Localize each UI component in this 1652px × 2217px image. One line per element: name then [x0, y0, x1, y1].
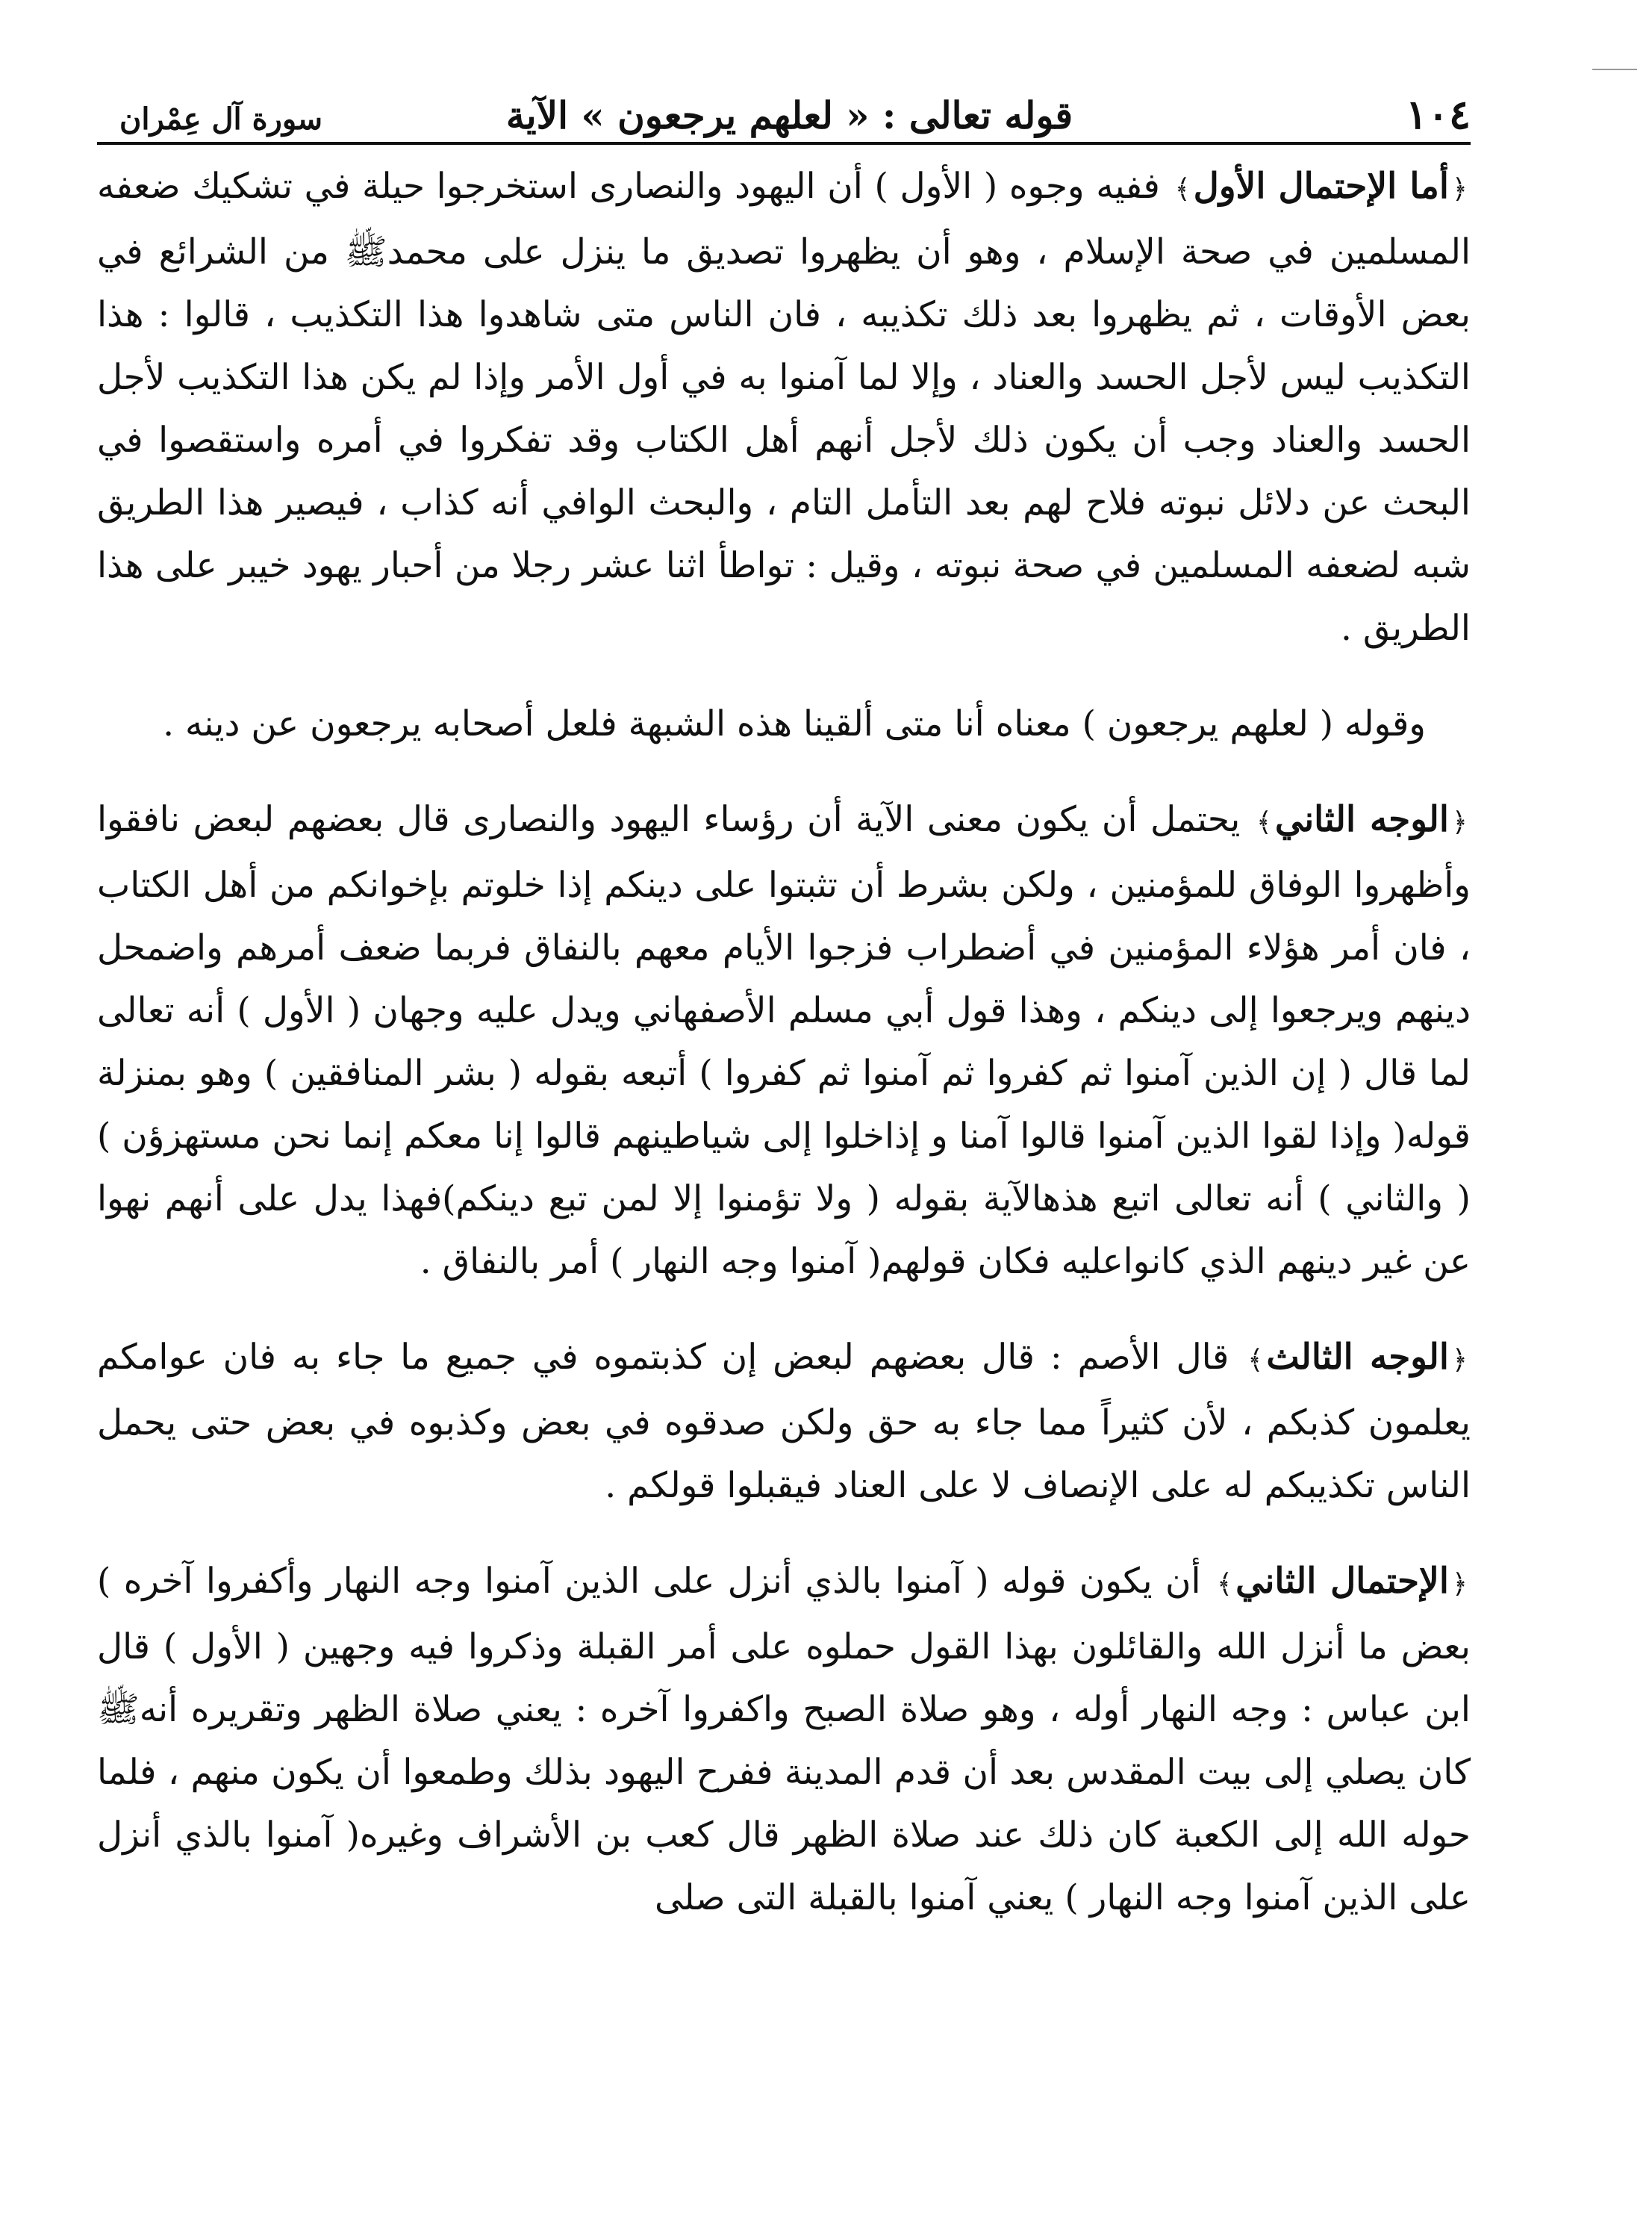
- section-heading: ﴿الوجه الثاني﴾: [1253, 799, 1471, 840]
- page-number: ١٠٤: [1405, 90, 1471, 138]
- paragraph-text: ففيه وجوه ( الأول ) أن اليهود والنصارى استخرجوا حيلة في تشكيك ضعفه المسلمين في صحة الإسلام ، وهو أن يظهروا تصديق ما ينزل على محمدﷺ من الشرائع في بعض الأوقات ، ثم يظهروا بعد ذلك تكذيبه ، فان الناس متى شاهدوا هذا التكذيب ، قالوا : هذا التكذيب ليس لأجل الحسد والعناد ، وإلا لما آمنوا به في أول الأمر وإذا لم يكن هذا التكذيب لأجل الحسد والعناد وجب أن يكون ذلك لأجل أنهم أهل الكتاب وقد تفكروا في أمره واستقصوا في البحث عن دلائل نبوته فلاح لهم بعد التأمل التام ، والبحث الوافي أنه كذاب ، فيصير هذا الطريق شبه لضعفه المسلمين في صحة نبوته ، وقيل : تواطأ اثنا عشر رجلا من أحبار يهود خيبر على هذا الطريق .: [97, 166, 1471, 649]
- paragraph-la-allahum: [97, 693, 1471, 756]
- header-surah-name: سورة آل عِمْران: [119, 102, 323, 137]
- running-header: [97, 75, 1471, 142]
- header-title: قوله تعالى : « لعلهم يرجعون » الآية: [505, 93, 1073, 137]
- section-heading: ﴿أما الإحتمال الأول﴾: [1172, 166, 1471, 207]
- ornament-close-icon: ﴾: [1247, 1345, 1264, 1375]
- paragraph-third-aspect: [97, 1326, 1471, 1517]
- ornament-open-icon: ﴿: [1451, 1345, 1468, 1375]
- paragraph-text: يحتمل أن يكون معنى الآية أن رؤساء اليهود والنصارى قال بعضهم لبعض نافقوا وأظهروا الوفاق للمؤمنين ، ولكن بشرط أن تثبتوا على دينكم إذا خلوتم بإخوانكم من أهل الكتاب ، فان أمر هؤلاء المؤمنين في أضطراب فزجوا الأيام معهم بالنفاق فربما ضعف أمرهم واضمحل دينهم ويرجعوا إلى دينكم ، وهذا قول أبي مسلم الأصفهاني ويدل عليه وجهان ( الأول ) أنه تعالى لما قال ( إن الذين آمنوا ثم كفروا ثم آمنوا ثم كفروا ) أتبعه بقوله ( بشر المنافقين ) وهو بمنزلة قوله( وإذا لقوا الذين آمنوا قالوا آمنا و إذاخلوا إلى شياطينهم قالوا إنا معكم إنما نحن مستهزؤن ) ( والثاني ) أنه تعالى اتبع هذهالآية بقوله ( ولا تؤمنوا إلا لمن تبع دينكم)فهذا يدل على أنهم نهوا عن غير دينهم الذي كانواعليه فكان قولهم( آمنوا وجه النهار ) أمر بالنفاق .: [97, 799, 1471, 1282]
- paragraph-text: أن يكون قوله ( آمنوا بالذي أنزل على الذين آمنوا وجه النهار وأكفروا آخره ) بعض ما أنزل الله والقائلون بهذا القول حملوه على أمر القبلة وذكروا فيه وجهين ( الأول ) قال ابن عباس : وجه النهار أوله ، وهو صلاة الصبح واكفروا آخره : يعني صلاة الظهر وتقريره أنهﷺ كان يصلي إلى بيت المقدس بعد أن قدم المدينة ففرح اليهود بذلك وطمعوا أن يكون منهم ، فلما حوله الله إلى الكعبة كان ذلك عند صلاة الظهر قال كعب بن الأشراف وغيره( آمنوا بالذي أنزل على الذين آمنوا وجه النهار ) يعني آمنوا بالقبلة التى صلى: [97, 1561, 1471, 1918]
- ornament-close-icon: ﴾: [1174, 174, 1191, 205]
- book-page: [97, 75, 1471, 2195]
- paragraph-second-aspect: [97, 789, 1471, 1293]
- paragraph-first-possibility: [97, 155, 1471, 660]
- paragraph-text: قال الأصم : قال بعضهم لبعض إن كذبتموه في جميع ما جاء به فان عوامكم يعلمون كذبكم ، لأن كثيراً مما جاء به حق ولكن صدقوه في بعض وكذبوه في بعض حتى يحمل الناس تكذيبكم له على الإنصاف لا على العناد فيقبلوا قولكم .: [97, 1337, 1471, 1506]
- corner-scan-mark: [1592, 69, 1637, 70]
- header-rule: [97, 142, 1471, 145]
- ornament-open-icon: ﴿: [1451, 1569, 1468, 1599]
- ornament-open-icon: ﴿: [1451, 174, 1468, 205]
- paragraph-text: وقوله ( لعلهم يرجعون ) معناه أنا متى ألقينا هذه الشبهة فلعل أصحابه يرجعون عن دينه .: [163, 703, 1426, 744]
- ornament-open-icon: ﴿: [1451, 807, 1468, 838]
- paragraph-second-possibility: [97, 1550, 1471, 1930]
- section-heading: ﴿الإحتمال الثاني﴾: [1214, 1561, 1471, 1602]
- ornament-close-icon: ﴾: [1256, 807, 1272, 838]
- ornament-close-icon: ﴾: [1217, 1569, 1233, 1599]
- section-heading: ﴿الوجه الثالث﴾: [1244, 1337, 1471, 1378]
